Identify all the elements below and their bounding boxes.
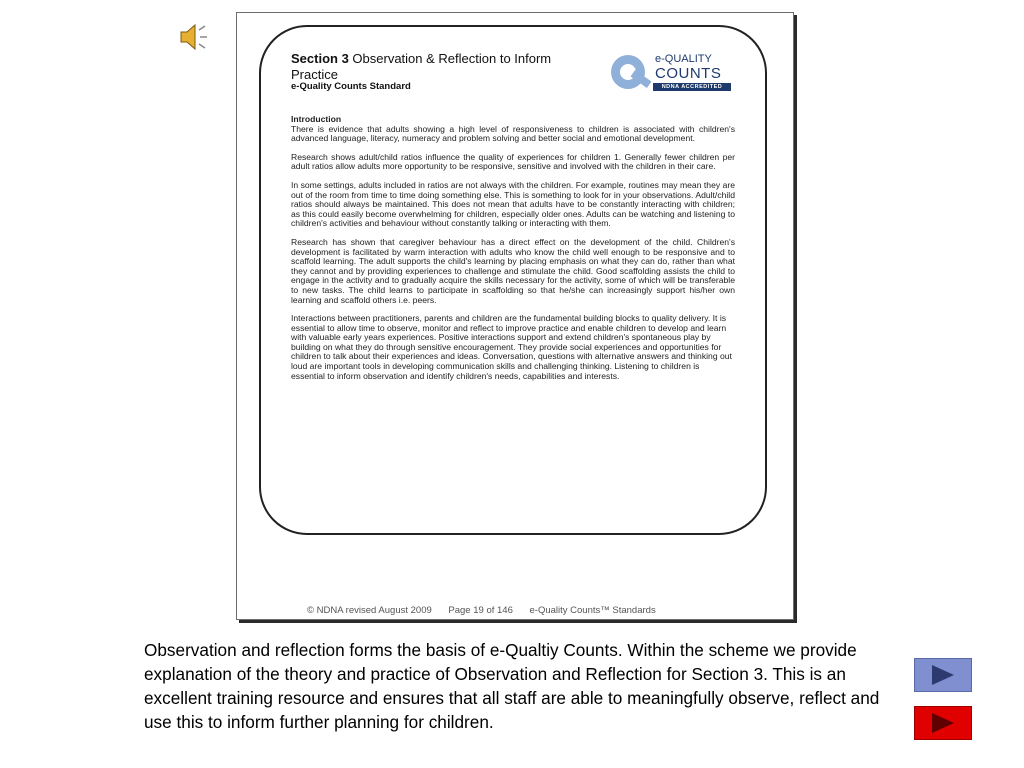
paragraph-3: In some settings, adults included in ratios are not always with the children. For example, routines may mean they are out of the room from time to time doing something else. This is something to look for in your observations. Adult/child ratios should always be maintained. This does not mean that adults have to be constantly interacting with children; as this could easily become overwhelming for children, especially older ones. Adults can be watching and listening to children's activities and behaviour without constantly talking or interacting with them. xyxy=(291,179,735,229)
footer-standards: e-Quality Counts™ Standards xyxy=(529,605,656,616)
speaker-icon[interactable] xyxy=(178,20,214,54)
document-page xyxy=(236,12,794,620)
document-footer xyxy=(307,605,727,616)
next-button[interactable] xyxy=(914,658,972,692)
slide-caption: Observation and reflection forms the basis of e-Qualtiy Counts. Within the scheme we provide explanation of the theory and practice of Observation and Reflection for Section 3. This is an excellent training resource and ensures that all staff are able to meaningfully observe, reflect and use this to inform further planning for children. xyxy=(144,640,880,732)
logo-line2: COUNTS xyxy=(655,65,722,82)
logo-line1: e-QUALITY xyxy=(655,53,712,65)
paragraph-4: Research has shown that caregiver behaviour has a direct effect on the development of the child. Children's development is facilitated by warm interaction with adults who know the child well enough to be responsive and to scaffold learning. The adult supports the child's learning by placing emphasis on what they can do, rather than what they cannot and by providing experiences to challenge and stimulate the child. Good scaffolding assists the child to engage in the activity and to gradually acquire the skills necessary for the activity, some of which will be transferable to new tasks. The child learns to participate in scaffolding so that he/she can increasingly support his/her own learning and scaffold others i.e. peers. xyxy=(291,236,735,305)
section-title xyxy=(291,51,601,83)
logo-accredited-banner: NDNA ACCREDITED xyxy=(653,83,731,91)
section-label: Section 3 xyxy=(291,51,349,66)
paragraph-1: There is evidence that adults showing a high level of responsiveness to children is associated with children's advanced language, literacy, numeracy and problem solving and better social and emotional development. xyxy=(291,123,735,144)
logo-q-mark xyxy=(611,55,645,89)
document-body xyxy=(291,115,735,390)
document-subtitle: e-Quality Counts Standard xyxy=(291,81,411,92)
section-title-text: Observation & Reflection to Inform Practice xyxy=(291,51,552,82)
play-button[interactable] xyxy=(914,706,972,740)
arrow-right-icon xyxy=(932,665,954,685)
intro-heading: Introduction xyxy=(291,114,342,124)
paragraph-5: Interactions between practitioners, parents and children are the fundamental building blocks to quality delivery. It is essential to allow time to observe, monitor and reflect to improve practice and enable children to develop and learn with valuable early years experiences. Positive interactions support and extend children's spontaneous play by building on what they do through sensitive encouragement. They provide social experiences and opportunities for children to talk about their experiences and ideas. Conversation, questions with alternative answers and thinking out loud are important tools in developing communication skills and challenging thinking. Listening to children is essential to inform observation and identify children's needs, capabilities and interests. xyxy=(291,313,732,381)
footer-page-number: Page 19 of 146 xyxy=(448,605,513,616)
paragraph-2: Research shows adult/child ratios influence the quality of experiences for children 1. Generally fewer children per adult ratios allow adults more opportunity to be responsive, sensitive and involved with the children in their care. xyxy=(291,151,735,172)
arrow-right-icon xyxy=(932,713,954,733)
e-quality-counts-logo xyxy=(611,53,735,95)
footer-copyright: © NDNA revised August 2009 xyxy=(307,605,432,616)
